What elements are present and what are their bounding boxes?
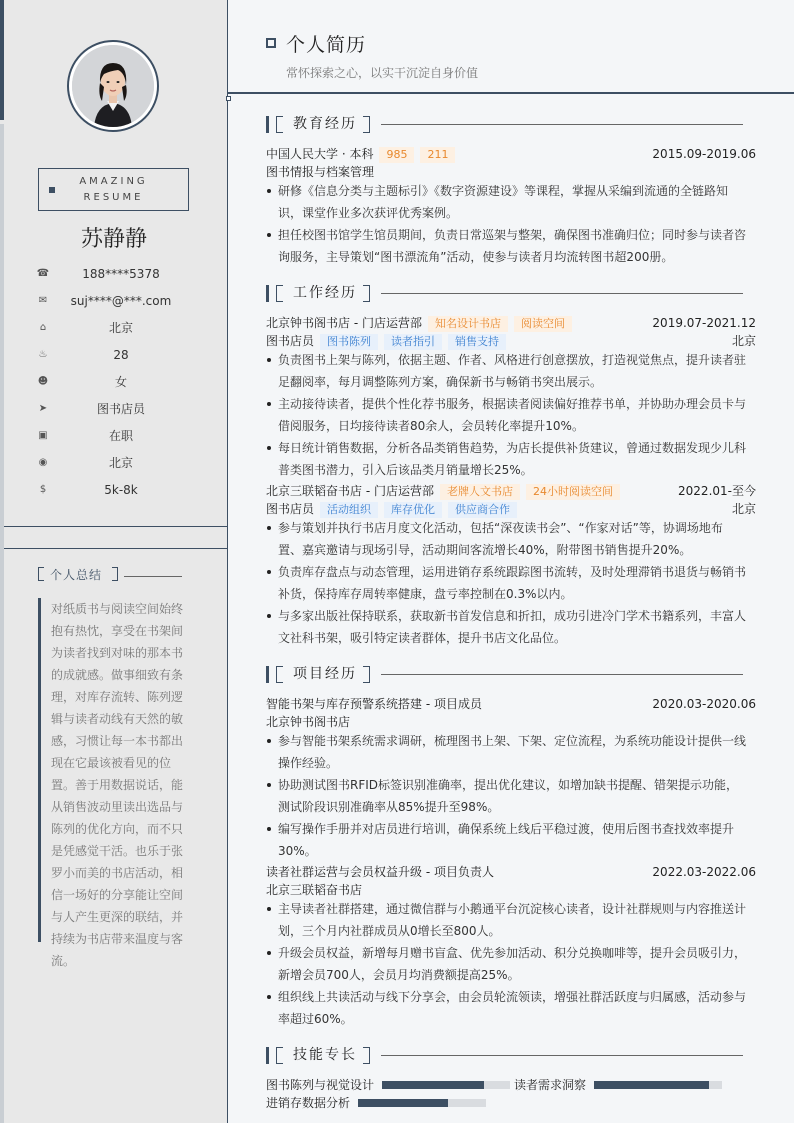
bullet-item: 负责库存盘点与动态管理，运用进销存系统跟踪图书流转，及时处理滞销书退货与畅销书补货，保持库存周转率健康，盘亏率控制在0.3%以内。 xyxy=(266,561,746,605)
info-row xyxy=(36,480,216,500)
home-icon: ⌂ xyxy=(39,322,47,333)
skill-bar xyxy=(594,1081,722,1089)
job-role-right: 北京 xyxy=(731,502,756,516)
job-company-right: 2019.07-2021.12 xyxy=(652,316,756,330)
info-row xyxy=(36,426,216,446)
bracket-left-icon xyxy=(276,116,283,133)
badge-line-2: RESUME xyxy=(83,192,144,203)
bullet-item: 主动接待读者，提供个性化荐书服务，根据读者阅读偏好推荐书单，并协助办理会员卡与借阅服务，日均接待读者80余人，会员转化率提升10%。 xyxy=(266,393,746,437)
cake-icon: ♨ xyxy=(38,349,48,360)
job-company-right: 2022.01-至今 xyxy=(678,484,756,498)
info-value: 5k-8k xyxy=(104,483,138,497)
sidebar-divider-top xyxy=(4,526,228,527)
tag: 阅读空间 xyxy=(514,316,572,332)
info-row xyxy=(36,345,216,365)
face-icon: ☻ xyxy=(37,376,49,387)
mail-icon: ✉ xyxy=(38,295,48,306)
page-subtitle: 常怀探索之心，以实干沉淀自身价值 xyxy=(286,66,479,80)
section-rule xyxy=(381,124,743,125)
skill-bar-fill xyxy=(358,1099,448,1107)
tag: 985 xyxy=(379,147,414,163)
bullet-item: 每日统计销售数据，分析各品类销售趋势，为店长提供补货建议，曾通过数据发现少儿科普类图书潜力，引入后该品类月销量增长25%。 xyxy=(266,437,746,481)
tag: 知名设计书店 xyxy=(428,316,508,332)
bullet-item: 与多家出版社保持联系，获取新书首发信息和折扣，成功引进冷门学术书籍系列，丰富人文社科书架，吸引特定读者群体，提升书店文化品位。 xyxy=(266,605,746,649)
section-title: 项目经历 xyxy=(293,666,357,682)
job-company xyxy=(266,314,756,332)
bullet-item: 负责图书上架与陈列，依据主题、作者、风格进行创意摆放，打造视觉焦点，提升读者驻足翻阅率，每月调整陈列方案，确保新书与畅销书突出展示。 xyxy=(266,349,746,393)
section-projects xyxy=(266,666,756,686)
job-company-label: 北京钟书阁书店 - 门店运营部 xyxy=(266,316,422,330)
summary-title: 个人总结 xyxy=(50,568,103,582)
location-icon: ◉ xyxy=(38,457,48,468)
bracket-right-icon xyxy=(363,116,370,133)
skill-bar xyxy=(382,1081,510,1089)
education-major xyxy=(266,163,756,181)
tag: 老牌人文书店 xyxy=(440,484,520,500)
header-rule-marker-icon xyxy=(226,96,231,101)
info-value: 188****5378 xyxy=(82,267,160,281)
info-row xyxy=(36,264,216,284)
info-value: 图书店员 xyxy=(96,402,145,416)
bullet-item: 参与策划并执行书店月度文化活动，包括“深夜读书会”、“作家对话”等，协调场地布置、嘉宾邀请与现场引导，活动期间客流增长40%，附带图书销售提升20%。 xyxy=(266,517,746,561)
skill-name: 图书陈列与视觉设计 xyxy=(266,1078,375,1092)
bracket-left-icon xyxy=(276,666,283,683)
bracket-right-icon xyxy=(363,285,370,302)
project-name-label: 智能书架与库存预警系统搭建 - 项目成员 xyxy=(266,697,482,711)
sidebar-edge-accent xyxy=(0,0,4,120)
bracket-right-icon xyxy=(363,1047,370,1064)
project-name xyxy=(266,695,756,713)
job-role xyxy=(266,332,756,350)
job-role-label: 图书店员 xyxy=(266,334,315,348)
education-school xyxy=(266,145,756,163)
section-work xyxy=(266,285,756,305)
summary-heading xyxy=(38,567,228,587)
bullet-item: 协助测试图书RFID标签识别准确率，提出优化建议，如增加缺书提醒、错架提示功能，测试阶段识别准确率从85%提升至98%。 xyxy=(266,774,746,818)
project-name-label: 读者社群运营与会员权益升级 - 项目负责人 xyxy=(266,865,494,879)
info-row xyxy=(36,399,216,419)
avatar-frame xyxy=(67,40,159,132)
skill-name: 读者需求洞察 xyxy=(514,1078,587,1092)
phone-icon: ☎ xyxy=(36,268,50,279)
job-role xyxy=(266,500,756,518)
info-value: 在职 xyxy=(108,429,133,443)
bullet-item: 担任校图书馆学生馆员期间，负责日常巡架与整架，确保图书准确归位；同时参与读者咨询服务，主导策划“图书漂流角”活动，使参与读者月均流转图书超200册。 xyxy=(266,224,746,268)
bullet-item: 参与智能书架系统需求调研，梳理图书上架、下架、定位流程，为系统功能设计提供一线操作经验。 xyxy=(266,730,746,774)
info-value: 北京 xyxy=(108,321,133,335)
job-role-label: 图书店员 xyxy=(266,502,315,516)
bracket-left-icon xyxy=(276,285,283,302)
section-title: 工作经历 xyxy=(293,285,357,301)
education-major-label: 图书情报与档案管理 xyxy=(266,165,375,179)
tag: 211 xyxy=(420,147,455,163)
job-role-right: 北京 xyxy=(731,334,756,348)
bullet-item: 升级会员权益，新增每月赠书盲盒、优先参加活动、积分兑换咖啡等，提升会员吸引力，新增会员700人，会员月均消费额提高25%。 xyxy=(266,942,746,986)
skill-name: 进销存数据分析 xyxy=(266,1096,351,1110)
tag: 图书陈列 xyxy=(320,334,378,350)
info-row xyxy=(36,453,216,473)
money-icon: $ xyxy=(39,484,47,495)
send-icon: ➤ xyxy=(38,403,48,414)
info-value: 女 xyxy=(114,375,127,389)
bullet-item: 组织线上共读活动与线下分享会，由会员轮流领读，增强社群活跃度与归属感，活动参与率超过60%。 xyxy=(266,986,746,1030)
sidebar-divider-bottom xyxy=(4,548,228,549)
title-square-icon xyxy=(266,38,276,48)
tag: 读者指引 xyxy=(384,334,442,350)
skill-bar-fill xyxy=(594,1081,709,1089)
sidebar xyxy=(0,0,228,1123)
summary-text: 对纸质书与阅读空间始终抱有热忱，享受在书架间为读者找到对味的那本书的成就感。做事细致有条理，对库存流转、陈列逻辑与读者动线有天然的敏感，习惯让每一本书都出现在它最该被看见的位置。善于用数据说话，能从销售波动里读出选品与陈列的优化方向，而不只是凭感觉干活。也乐于张罗小而美的书店活动，相信一场好的分享能让空间与人产生更深的联结，并持续为书店带来温度与客流。 xyxy=(38,598,188,942)
bracket-right-icon xyxy=(112,567,118,581)
info-row xyxy=(36,372,216,392)
info-row xyxy=(36,318,216,338)
page-title: 个人简历 xyxy=(286,34,367,56)
section-rule xyxy=(381,1055,743,1056)
section-skills xyxy=(266,1047,756,1067)
tag: 24小时阅读空间 xyxy=(526,484,620,500)
section-education xyxy=(266,116,756,136)
briefcase-icon: ▣ xyxy=(38,430,48,441)
section-bar-icon xyxy=(266,116,269,133)
project-name xyxy=(266,863,756,881)
project-org xyxy=(266,881,756,899)
project-org-label: 北京三联韬奋书店 xyxy=(266,883,363,897)
bracket-left-icon xyxy=(38,567,44,581)
header-rule xyxy=(228,92,794,94)
job-company-label: 北京三联韬奋书店 - 门店运营部 xyxy=(266,484,434,498)
tag: 供应商合作 xyxy=(448,502,517,518)
sidebar-edge xyxy=(0,124,4,1123)
project-org xyxy=(266,713,756,731)
job-company xyxy=(266,482,756,500)
bullet-item: 研修《信息分类与主题标引》《数字资源建设》等课程，掌握从采编到流通的全链路知识，课堂作业多次获评优秀案例。 xyxy=(266,180,746,224)
bullet-item: 主导读者社群搭建，通过微信群与小鹅通平台沉淀核心读者，设计社群规则与内容推送计划，三个月内社群成员从0增长至800人。 xyxy=(266,898,746,942)
section-rule xyxy=(381,674,743,675)
avatar-portrait-icon xyxy=(72,45,154,127)
skill-bar-fill xyxy=(382,1081,484,1089)
badge-line-1: AMAZING xyxy=(79,176,148,187)
section-rule xyxy=(381,293,743,294)
education-school-right: 2015.09-2019.06 xyxy=(652,147,756,161)
info-value: 北京 xyxy=(108,456,133,470)
section-bar-icon xyxy=(266,1047,269,1064)
tag: 库存优化 xyxy=(384,502,442,518)
skill-bar xyxy=(358,1099,486,1107)
tag: 销售支持 xyxy=(448,334,506,350)
education-school-label: 中国人民大学 · 本科 xyxy=(266,147,374,161)
section-title: 技能专长 xyxy=(293,1047,357,1063)
section-bar-icon xyxy=(266,666,269,683)
info-value: 28 xyxy=(113,348,129,362)
amazing-resume-badge xyxy=(38,168,189,211)
avatar xyxy=(72,45,154,127)
info-row xyxy=(36,291,216,311)
section-title: 教育经历 xyxy=(293,116,357,132)
badge-square-icon xyxy=(49,187,55,193)
project-name-right: 2022.03-2022.06 xyxy=(652,865,756,879)
bracket-right-icon xyxy=(363,666,370,683)
project-name-right: 2020.03-2020.06 xyxy=(652,697,756,711)
candidate-name: 苏静静 xyxy=(80,227,147,252)
summary-heading-rule xyxy=(124,576,182,577)
section-bar-icon xyxy=(266,285,269,302)
info-value: suj****@***.com xyxy=(70,294,172,308)
tag: 活动组织 xyxy=(320,502,378,518)
project-org-label: 北京钟书阁书店 xyxy=(266,715,351,729)
bracket-left-icon xyxy=(276,1047,283,1064)
bullet-item: 编写操作手册并对店员进行培训，确保系统上线后平稳过渡，使用后图书查找效率提升30%。 xyxy=(266,818,746,862)
